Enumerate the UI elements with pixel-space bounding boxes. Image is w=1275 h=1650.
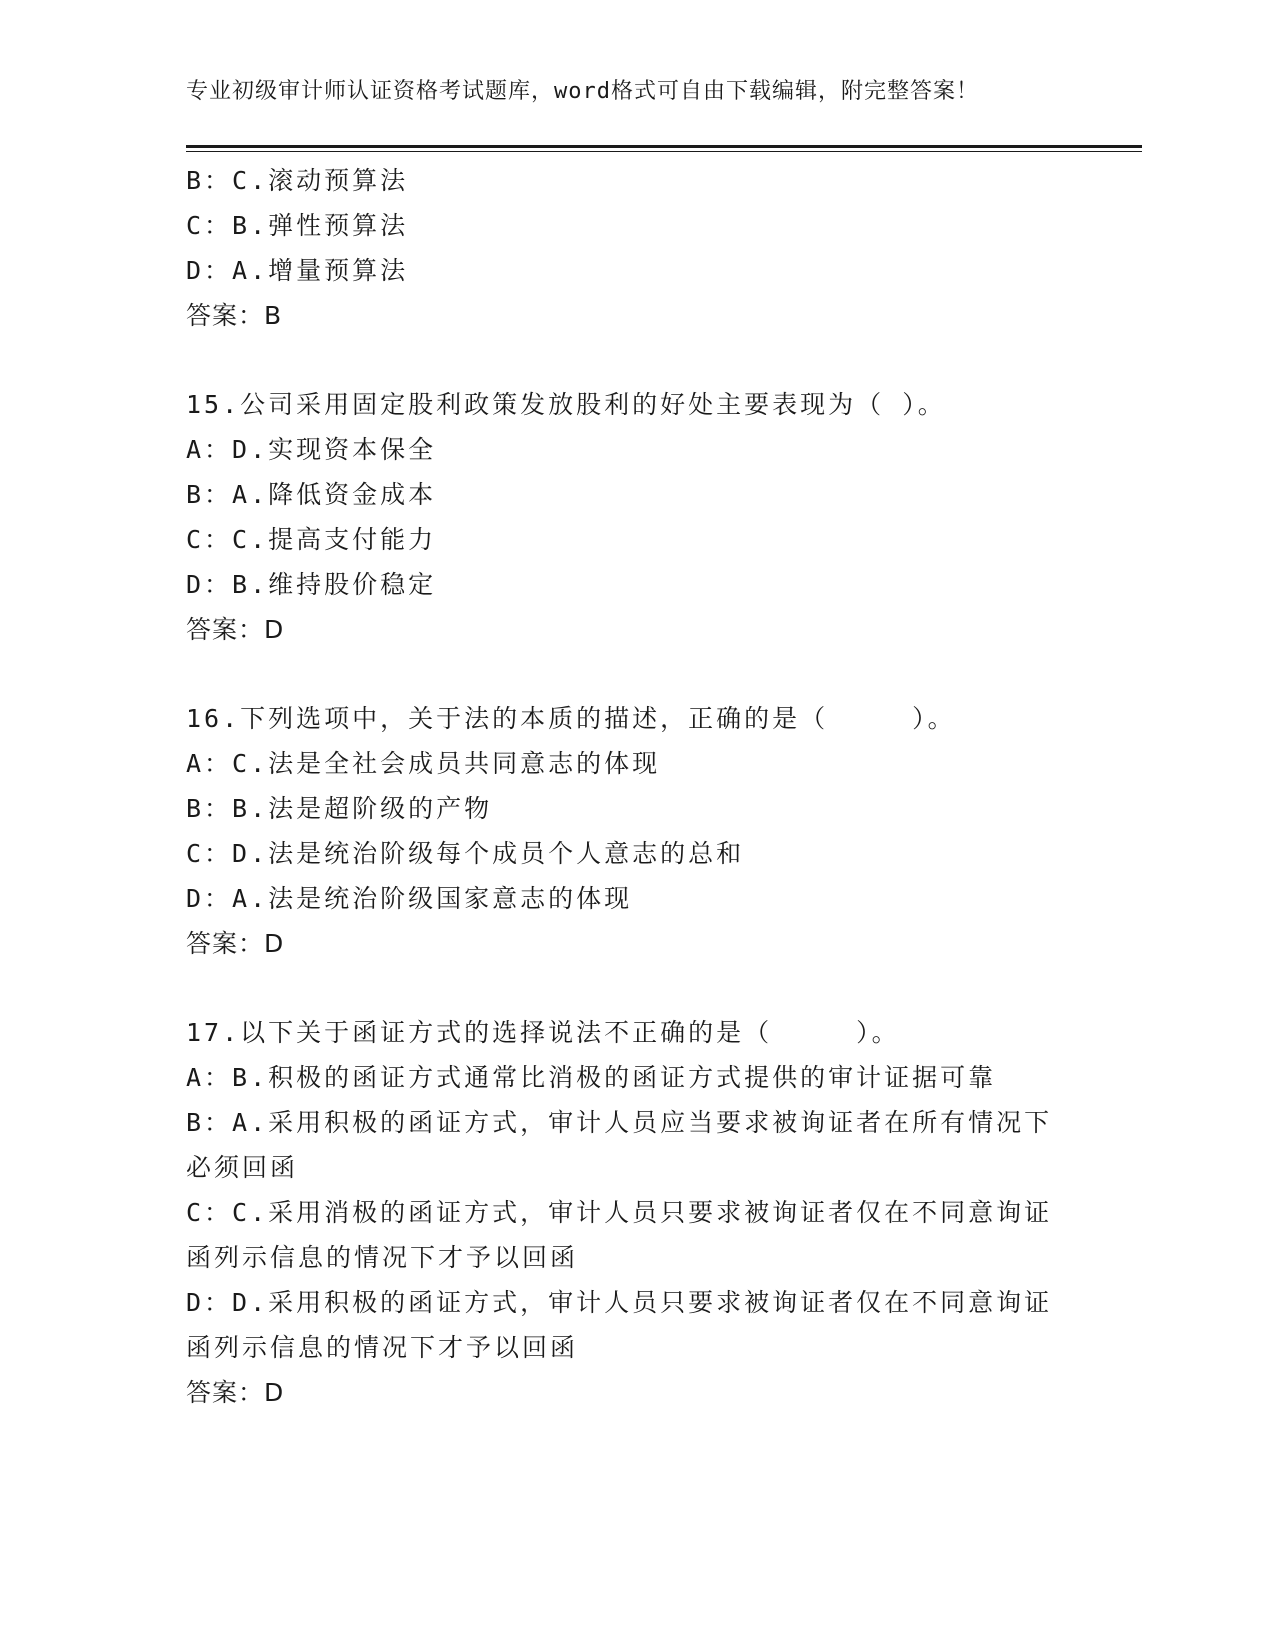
option-b: B：B.法是超阶级的产物 xyxy=(186,794,493,823)
option-d: D：A.增量预算法 xyxy=(186,256,409,285)
option-b: B：C.滚动预算法 xyxy=(186,166,409,195)
answer-line: 答案：B xyxy=(186,301,283,330)
question-block-16 xyxy=(186,696,1086,966)
option-a: A：B.积极的函证方式通常比消极的函证方式提供的审计证据可靠 xyxy=(186,1063,997,1092)
option-b: B：A.降低资金成本 xyxy=(186,480,437,509)
option-c: C：C.提高支付能力 xyxy=(186,525,437,554)
option-c: C：B.弹性预算法 xyxy=(186,211,409,240)
header-rule-thin xyxy=(186,151,1142,152)
option-d: D：A.法是统治阶级国家意志的体现 xyxy=(186,884,633,913)
answer-line: 答案：D xyxy=(186,615,285,644)
page-header: 专业初级审计师认证资格考试题库，word格式可自由下载编辑，附完整答案！ xyxy=(186,79,979,104)
question-stem: 15.公司采用固定股利政策发放股利的好处主要表现为（ ）。 xyxy=(186,390,946,419)
option-d: D：B.维持股价稳定 xyxy=(186,570,437,599)
option-c: C：D.法是统治阶级每个成员个人意志的总和 xyxy=(186,839,745,868)
question-block-14 xyxy=(186,158,1086,338)
question-stem: 16.下列选项中，关于法的本质的描述，正确的是（ ）。 xyxy=(186,704,956,733)
question-block-17 xyxy=(186,1010,1086,1415)
header-rule-thick xyxy=(186,145,1142,148)
answer-line: 答案：D xyxy=(186,929,285,958)
option-a: A：D.实现资本保全 xyxy=(186,435,437,464)
option-c: C：C.采用消极的函证方式，审计人员只要求被询证者仅在不同意询证函列示信息的情况下才予以回函 xyxy=(186,1198,1053,1272)
answer-line: 答案：D xyxy=(186,1378,285,1407)
document-body xyxy=(186,158,1086,1415)
option-a: A：C.法是全社会成员共同意志的体现 xyxy=(186,749,661,778)
question-block-15 xyxy=(186,382,1086,652)
option-d: D：D.采用积极的函证方式，审计人员只要求被询证者仅在不同意询证函列示信息的情况下才予以回函 xyxy=(186,1288,1053,1362)
option-b: B：A.采用积极的函证方式，审计人员应当要求被询证者在所有情况下必须回函 xyxy=(186,1108,1053,1182)
question-stem: 17.以下关于函证方式的选择说法不正确的是（ ）。 xyxy=(186,1018,900,1047)
